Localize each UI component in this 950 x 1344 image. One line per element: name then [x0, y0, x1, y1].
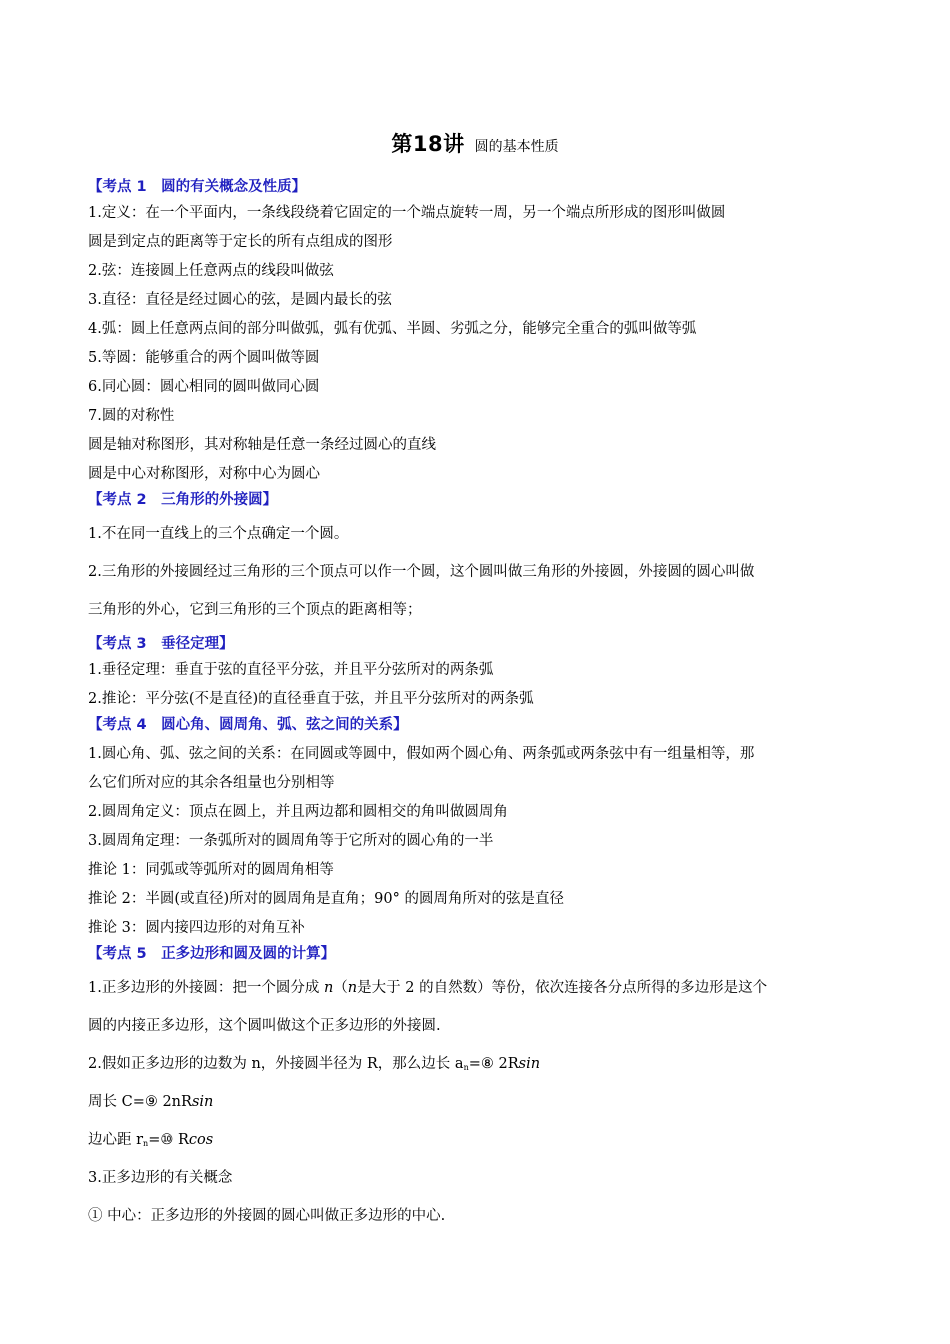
page-title	[0, 128, 950, 158]
s4-line-4: 3.圆周角定理：一条弧所对的圆周角等于它所对的圆心角的一半	[88, 833, 494, 849]
s4-line-6: 推论 2：半圆(或直径)所对的圆周角是直角；90° 的圆周角所对的弦是直径	[88, 891, 564, 907]
function-cos: cos	[188, 1132, 214, 1148]
s3-line-1: 1.垂径定理：垂直于弦的直径平分弦，并且平分弦所对的两条弧	[88, 662, 494, 678]
section-heading-4: 【考点 4 圆心角、圆周角、弧、弦之间的关系】	[88, 717, 408, 733]
variable-n: n	[323, 980, 334, 996]
s5-line-7: ① 中心：正多边形的外接圆的圆心叫做正多边形的中心.	[88, 1208, 446, 1224]
s1-line-10: 圆是中心对称图形，对称中心为圆心	[88, 466, 320, 482]
document-body	[88, 178, 888, 1236]
s5-line-5-part-a: 边心距 r	[88, 1132, 144, 1148]
s1-line-5: 4.弧：圆上任意两点间的部分叫做弧，弧有优弧、半圆、劣弧之分，能够完全重合的弧叫做等弧	[88, 321, 697, 337]
lecture-number: 第18讲	[391, 132, 465, 156]
s3-line-2: 2.推论：平分弦(不是直径)的直径垂直于弦，并且平分弦所对的两条弧	[88, 691, 534, 707]
s5-line-1-part-b: （	[333, 980, 348, 996]
s5-line-6: 3.正多边形的有关概念	[88, 1170, 233, 1186]
s1-line-1: 1.定义：在一个平面内，一条线段绕着它固定的一个端点旋转一周，另一个端点所形成的图形叫做圆	[88, 205, 726, 221]
s5-line-1	[88, 979, 888, 998]
s4-line-1: 1.圆心角、弧、弦之间的关系：在同圆或等圆中，假如两个圆心角、两条弧或两条弦中有一组量相等，那	[88, 746, 755, 762]
section-heading-3: 【考点 3 垂径定理】	[88, 636, 234, 652]
s4-line-3: 2.圆周角定义：顶点在圆上，并且两边都和圆相交的角叫做圆周角	[88, 804, 508, 820]
s5-line-2: 圆的内接正多边形，这个圆叫做这个正多边形的外接圆.	[88, 1018, 441, 1034]
s5-line-3-part-a: 2.假如正多边形的边数为 n，外接圆半径为 R，那么边长 a	[88, 1056, 464, 1072]
s5-line-5-part-b: =⑩ R	[148, 1132, 189, 1148]
section-heading-2: 【考点 2 三角形的外接圆】	[88, 492, 278, 508]
s5-line-4-part-a: 周长 C=⑨ 2nR	[88, 1094, 192, 1110]
section-heading-5: 【考点 5 正多边形和圆及圆的计算】	[88, 946, 336, 962]
s1-line-9: 圆是轴对称图形，其对称轴是任意一条经过圆心的直线	[88, 437, 436, 453]
s1-line-8: 7.圆的对称性	[88, 408, 175, 424]
s1-line-7: 6.同心圆：圆心相同的圆叫做同心圆	[88, 379, 320, 395]
lecture-topic: 圆的基本性质	[474, 139, 559, 155]
s2-line-2: 2.三角形的外接圆经过三角形的三个顶点可以作一个圆，这个圆叫做三角形的外接圆，外接圆的圆心叫做	[88, 564, 755, 580]
s1-line-4: 3.直径：直径是经过圆心的弦，是圆内最长的弦	[88, 292, 392, 308]
subscript-n: n	[463, 1063, 469, 1072]
s5-line-1-part-c: 是大于 2 的自然数）等份，依次连接各分点所得的多边形是这个	[357, 980, 768, 996]
s1-line-2: 圆是到定点的距离等于定长的所有点组成的图形	[88, 234, 393, 250]
s1-line-3: 2.弦：连接圆上任意两点的线段叫做弦	[88, 263, 334, 279]
s4-line-2: 么它们所对应的其余各组量也分别相等	[88, 775, 335, 791]
s4-line-7: 推论 3：圆内接四边形的对角互补	[88, 920, 305, 936]
function-sin: sin	[191, 1094, 214, 1110]
variable-n: n	[347, 980, 358, 996]
s1-line-6: 5.等圆：能够重合的两个圆叫做等圆	[88, 350, 320, 366]
s5-line-5	[88, 1131, 888, 1150]
function-sin: sin	[518, 1056, 541, 1072]
s5-line-3-part-b: =⑧ 2R	[468, 1056, 519, 1072]
s2-line-3: 三角形的外心，它到三角形的三个顶点的距离相等；	[88, 602, 422, 618]
s5-line-1-part-a: 1.正多边形的外接圆：把一个圆分成	[88, 980, 324, 996]
s2-line-1: 1.不在同一直线上的三个点确定一个圆。	[88, 526, 349, 542]
subscript-n: n	[143, 1139, 149, 1148]
s4-line-5: 推论 1：同弧或等弧所对的圆周角相等	[88, 862, 334, 878]
section-heading-1: 【考点 1 圆的有关概念及性质】	[88, 179, 307, 195]
s5-line-3	[88, 1055, 888, 1074]
s5-line-4	[88, 1093, 888, 1112]
